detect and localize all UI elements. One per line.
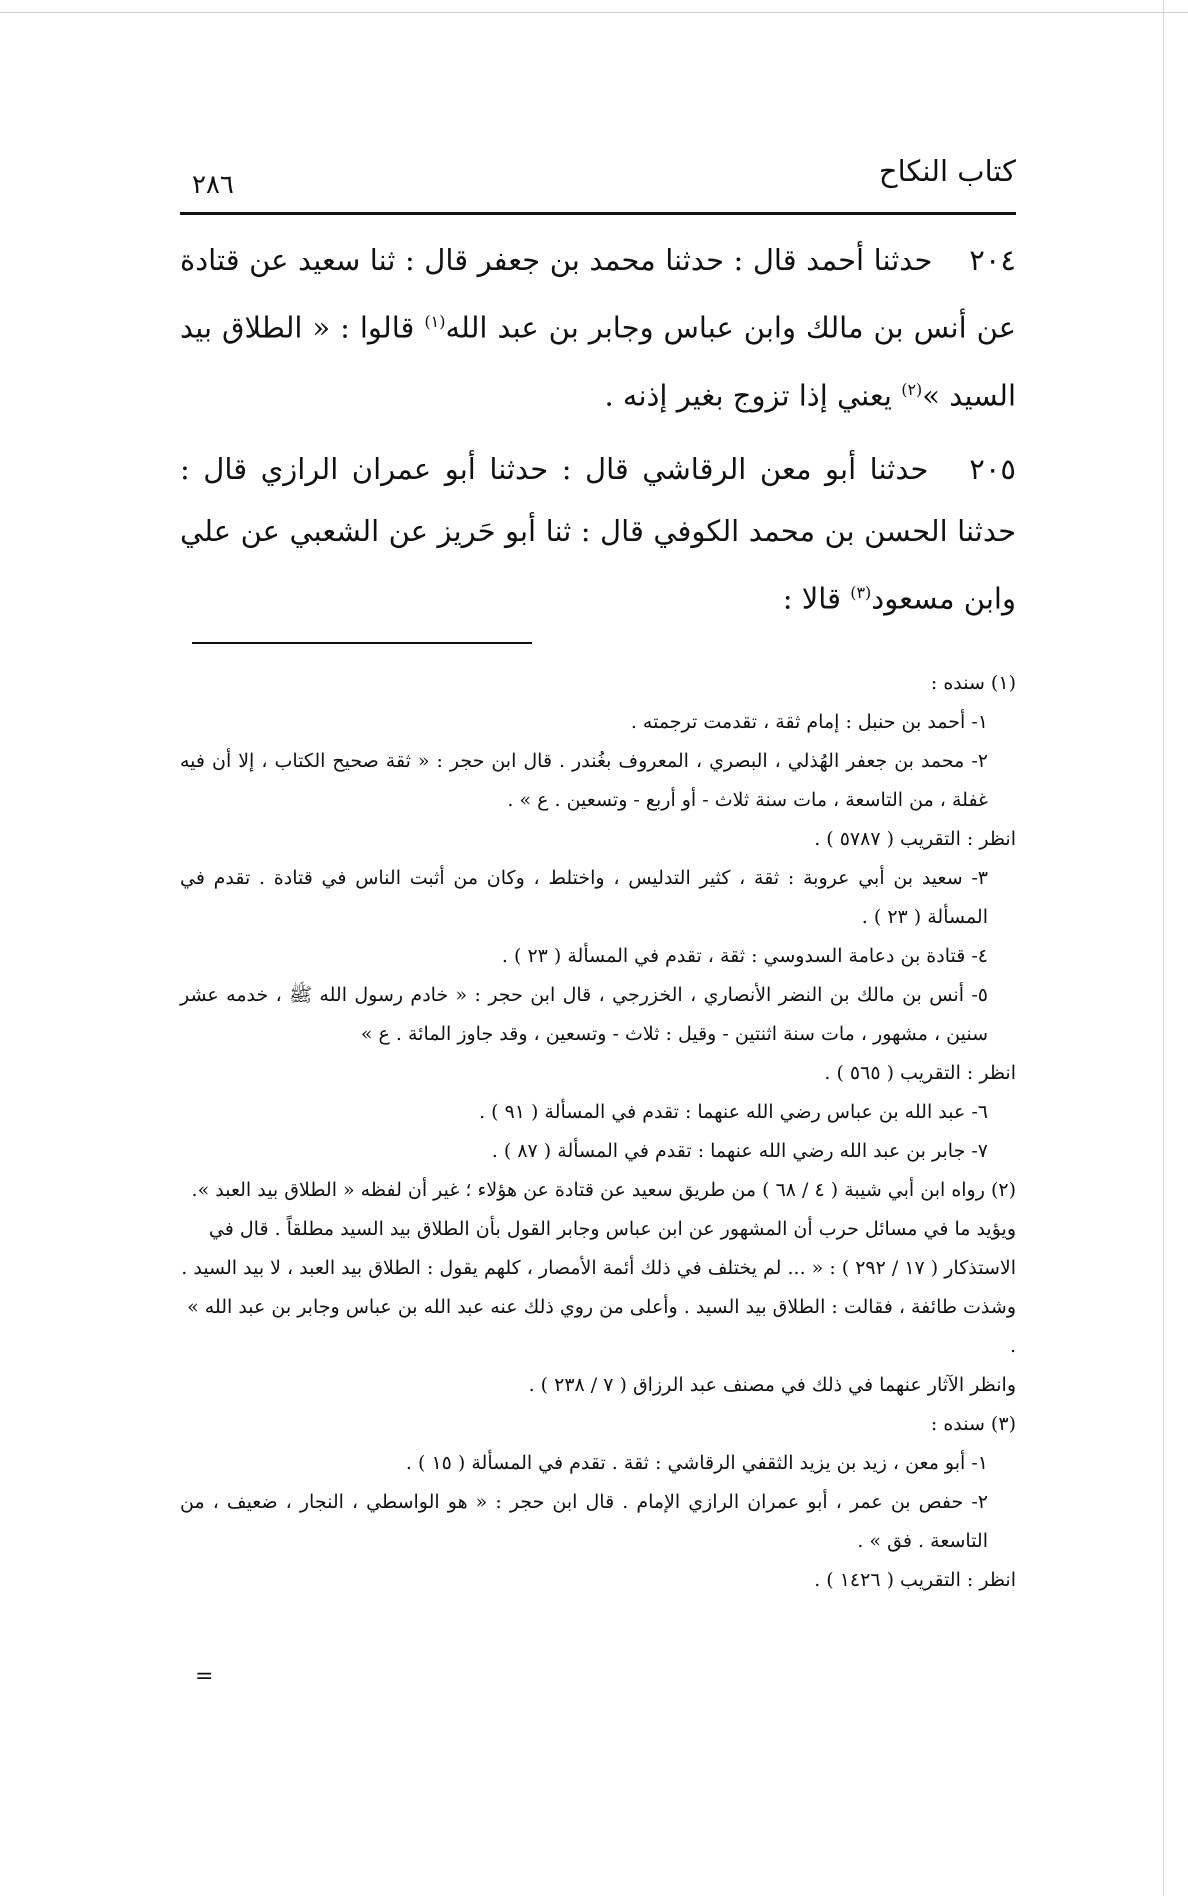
main-text <box>180 229 1016 630</box>
footnote-ref[interactable]: (٢) <box>901 379 923 399</box>
footnotes <box>180 664 1016 1600</box>
footnote-1-item: ٧- جابر بن عبد الله رضي الله عنهما : تقدم في المسألة ( ٨٧ ) . <box>491 1139 988 1162</box>
page-header <box>180 150 1016 215</box>
footnote-2-see-also: وانظر الآثار عنهما في ذلك في مصنف عبد الرزاق ( ٧ / ٢٣٨ ) . <box>528 1373 1016 1396</box>
footnote-1-ref: انظر : التقريب ( ٥٧٨٧ ) . <box>814 827 1016 850</box>
top-edge-rule <box>0 12 1188 13</box>
footnote-1-item: ٤- قتادة بن دعامة السدوسي : ثقة ، تقدم في المسألة ( ٢٣ ) . <box>501 944 988 967</box>
footnote-1-head: (١) سنده : <box>930 671 1016 694</box>
footnote-1-item: ٥- أنس بن مالك بن النضر الأنصاري ، الخزرجي ، قال ابن حجر : « خادم رسول الله ﷺ ، خدمه عشر سنين ، مشهور ، مات سنة اثنتين - وقيل : ثلاث - وتسعين ، وقد جاوز المائة . ع » <box>180 983 988 1045</box>
footnote-3-item: ١- أبو معن ، زيد بن يزيد الثقفي الرقاشي : ثقة . تقدم في المسألة ( ١٥ ) . <box>405 1451 988 1474</box>
page-number: ٢٨٦ <box>192 170 234 200</box>
entry-number: ٢٠٤ <box>969 243 1017 277</box>
bottom-dash-mark: = <box>195 1664 214 1689</box>
entry-204 <box>180 229 1016 426</box>
entry-text: يعني إذا تزوج بغير إذنه . <box>604 378 902 413</box>
entry-text: حدثنا أحمد قال : حدثنا محمد بن جعفر قال : ثنا سعيد عن قتادة عن أنس بن مالك وابن عباس وجابر بن عبد الله <box>180 243 1016 345</box>
entry-text: حدثنا أبو معن الرقاشي قال : حدثنا أبو عمران الرازي قال : حدثنا الحسن بن محمد الكوفي قال : ثنا أبو حَريز عن الشعبي عن علي وابن مسعود <box>180 452 1016 616</box>
footnote-1-item: ٢- محمد بن جعفر الهُذلي ، البصري ، المعروف بغُندر . قال ابن حجر : « ثقة صحيح الكتاب ، إلا أن فيه غفلة ، من التاسعة ، مات سنة ثلاث - أو أربع - وتسعين . ع » . <box>180 749 988 811</box>
entry-205 <box>180 438 1016 630</box>
right-edge-rule <box>1163 0 1164 1896</box>
entry-number: ٢٠٥ <box>969 452 1016 487</box>
running-title: كتاب النكاح <box>878 154 1016 188</box>
footnote-1-item: ٦- عبد الله بن عباس رضي الله عنهما : تقدم في المسألة ( ٩١ ) . <box>479 1100 988 1123</box>
footnote-3-ref: انظر : التقريب ( ١٤٢٦ ) . <box>814 1568 1016 1591</box>
entry-text: قالا : <box>782 581 851 616</box>
footnote-ref[interactable]: (٣) <box>850 583 872 603</box>
footnote-1-item: ١- أحمد بن حنبل : إمام ثقة ، تقدمت ترجمته . <box>630 710 988 733</box>
footnote-1-ref: انظر : التقريب ( ٥٦٥ ) . <box>824 1061 1016 1084</box>
footnote-ref[interactable]: (١) <box>424 312 446 331</box>
entry-text: قالوا : « الطلاق بيد السيد » <box>180 310 1016 413</box>
footnote-3-item: ٢- حفص بن عمر ، أبو عمران الرازي الإمام . قال ابن حجر : « هو الواسطي ، النجار ، ضعيف ، من التاسعة . فق » . <box>180 1490 988 1552</box>
book-page <box>180 150 1016 1600</box>
footnote-3-head: (٣) سنده : <box>930 1412 1016 1435</box>
footnote-2: (٢) رواه ابن أبي شيبة ( ٤ / ٦٨ ) من طريق سعيد عن قتادة عن هؤلاء ؛ غير أن لفظه « الطلاق بيد العبد ». ويؤيد ما في مسائل حرب أن المشهور عن ابن عباس وجابر القول بأن الطلاق بيد السيد مطلقاً . قال في الاستذكار ( ١٧ / ٢٩٢ ) : « ... لم يختلف في ذلك أئمة الأمصار ، كلهم يقول : الطلاق بيد العبد ، لا بيد السيد . وشذت طائفة ، فقالت : الطلاق بيد السيد . وأعلى من روي ذلك عنه عبد الله بن عباس وجابر بن عبد الله » . <box>181 1178 1016 1357</box>
footnote-separator <box>192 642 532 644</box>
footnote-1-item: ٣- سعيد بن أبي عروبة : ثقة ، كثير التدليس ، واختلط ، وكان من أثبت الناس في قتادة . تقدم في المسألة ( ٢٣ ) . <box>180 866 988 928</box>
